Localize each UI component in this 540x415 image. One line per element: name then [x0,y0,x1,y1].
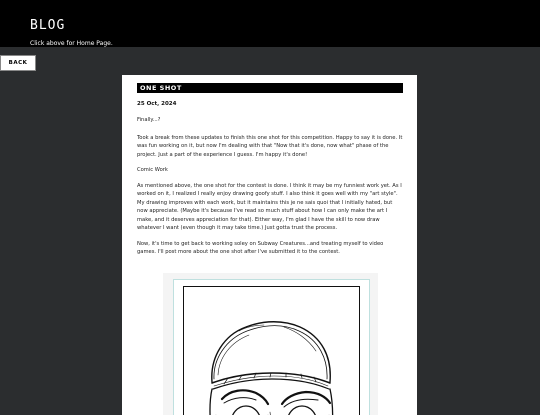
post-section-heading: Comic Work [137,166,403,175]
post-paragraph: As mentioned above, the one shot for the contest is done. I think it may be my funniest work yet. As I worked on it, I realized I really enjoy drawing goofy stuff. I also think it goes well with my "art style". My drawing improves with each work, but it maintains this je ne sais quoi that I initially hated, but now appreciate. (Maybe it's because I've read so much stuff about how I can only make the art I make, and it deserves appreciation for that). Either way, I'm glad I have the skill to now draw whatever I want (even though it may take time.) Just gotta trust the process. [137,182,403,233]
post-paragraph: Took a break from these updates to finish this one shot for this competition. Happy to say it is done. It was fun working on it, but now I'm dealing with that "Now that it's done, now what" phase of the project. Just a part of the experience I guess. I'm happy it's done! [137,134,403,160]
blog-title-link[interactable]: BLOG [30,18,65,33]
comic-image [163,273,378,415]
post-paragraph: Finally...? [137,116,403,125]
post-panel [122,75,417,415]
header-bar [0,0,540,47]
post-date: 25 Oct, 2024 [137,101,403,107]
comic-sketch-drawing [184,287,358,415]
header-subtitle: Click above for Home Page. [30,40,113,47]
comic-panel-border [183,286,360,415]
back-button[interactable]: BACK [0,55,36,71]
post-title: ONE SHOT [137,83,403,93]
comic-image-paper [173,279,370,415]
post-paragraph: Now, it's time to get back to working soley on Subway Creatures...and treating myself to video games. I'll post more about the one shot after I've submitted it to the contest. [137,240,403,257]
